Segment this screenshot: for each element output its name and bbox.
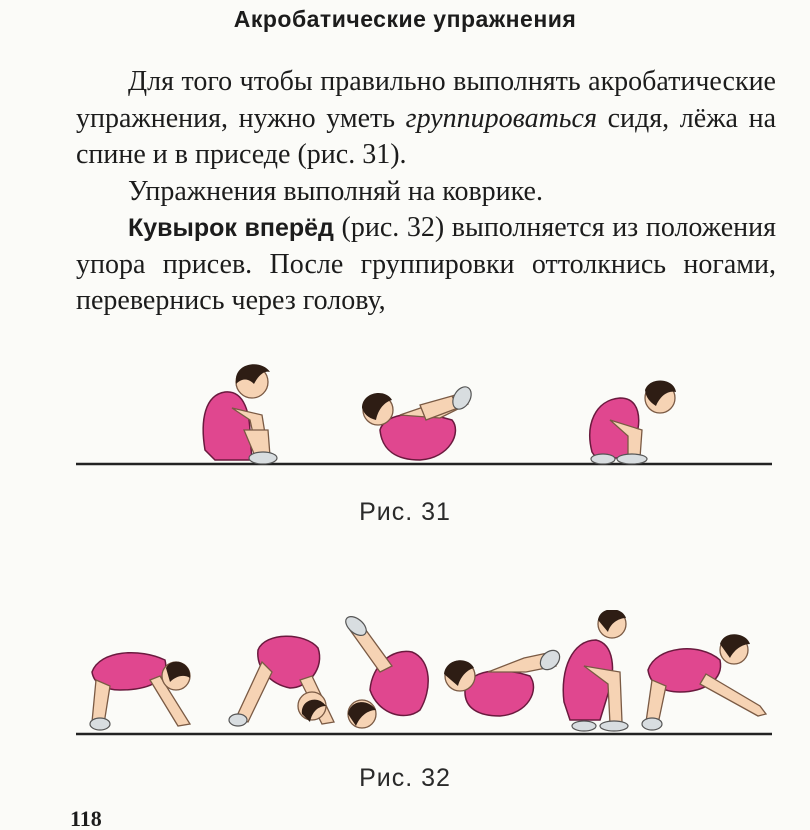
figure-32-illustration — [0, 610, 810, 740]
figure-31-illustration — [0, 360, 810, 475]
page-title: Акробатические упражнения — [233, 6, 577, 32]
child-sitting-tuck — [203, 364, 277, 464]
roll-stage-4 — [444, 647, 563, 716]
paragraph-forward-roll — [76, 210, 776, 320]
roll-stage-6 — [642, 634, 766, 730]
term-forward-roll: Кувырок вперёд — [128, 214, 334, 242]
paragraph-mat: Упражнения выполняй на коврике. — [128, 175, 543, 207]
roll-stage-2 — [229, 636, 334, 726]
paragraph-forward-roll-text: (рис. 32) выполняется из положения упора присев. После группировки оттолкнись ногами, перевернись через голову, — [76, 212, 776, 316]
figure-31-caption: Рис. 31 — [359, 498, 451, 526]
roll-stage-1 — [90, 653, 190, 730]
child-squat-tuck — [590, 380, 676, 464]
child-lying-tuck — [362, 384, 475, 460]
emphasis-grouping: группироваться — [405, 102, 597, 134]
paragraph-grouping-end: сидя, лёжа на спине и в приседе (рис. 31). — [76, 102, 777, 170]
body-text — [76, 64, 776, 320]
roll-stage-3 — [342, 613, 428, 728]
paragraph-grouping — [76, 64, 776, 174]
paragraph-grouping-start: Для того чтобы правильно выполнять акробатические упражнения, нужно уметь — [76, 66, 776, 134]
roll-stage-5 — [563, 610, 628, 731]
page-number: 118 — [70, 806, 102, 830]
figure-32-caption: Рис. 32 — [359, 764, 451, 792]
